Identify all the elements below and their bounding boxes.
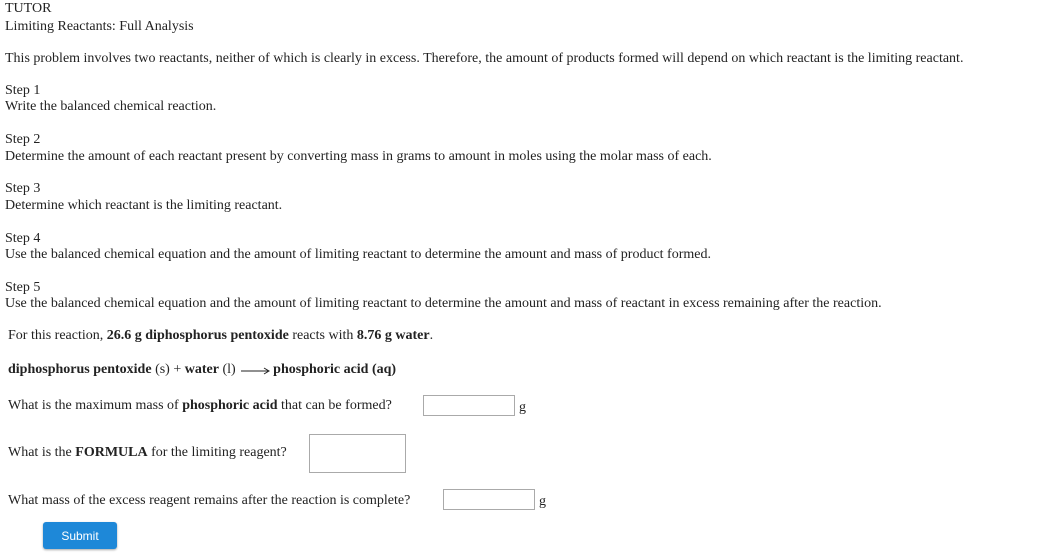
question-3-label: What mass of the excess reagent remains after the reaction is complete? — [8, 493, 411, 508]
problem-statement — [8, 328, 433, 344]
reactant-1-name: diphosphorus pentoxide — [145, 328, 289, 343]
tutor-label: TUTOR — [5, 1, 52, 16]
step-5-text: Use the balanced chemical equation and the amount of limiting reactant to determine the amount and mass of reactant in excess remaining after the reaction. — [5, 296, 882, 311]
question-1-suffix: that can be formed? — [277, 398, 392, 413]
question-1-unit: g — [519, 400, 526, 415]
step-2-label: Step 2 — [5, 132, 41, 147]
reaction-arrow-icon — [241, 365, 271, 375]
page-title: Limiting Reactants: Full Analysis — [5, 19, 194, 34]
question-2-bold: FORMULA — [75, 445, 148, 460]
question-3-unit: g — [539, 494, 546, 509]
step-4-text: Use the balanced chemical equation and the amount of limiting reactant to determine the amount and mass of product formed. — [5, 247, 711, 262]
step-4-label: Step 4 — [5, 231, 41, 246]
question-2-label — [8, 445, 287, 461]
problem-prefix: For this reaction, — [8, 328, 107, 343]
equation-plus: + — [173, 362, 182, 377]
equation-reactant-2: water — [184, 362, 219, 377]
submit-button[interactable]: Submit — [43, 522, 117, 549]
step-3-label: Step 3 — [5, 181, 41, 196]
question-2-suffix: for the limiting reagent? — [147, 445, 287, 460]
step-1-label: Step 1 — [5, 83, 41, 98]
problem-suffix: . — [429, 328, 434, 343]
mass-reactant-2: 8.76 g — [356, 328, 392, 343]
equation-state-3: (aq) — [371, 362, 397, 377]
mass-reactant-1: 26.6 g — [106, 328, 142, 343]
excess-mass-input[interactable] — [443, 489, 535, 510]
reactant-2-name: water — [395, 328, 430, 343]
product-mass-input[interactable] — [423, 395, 515, 416]
equation-reactant-1: diphosphorus pentoxide — [8, 362, 152, 377]
step-2-text: Determine the amount of each reactant present by converting mass in grams to amount in moles using the molar mass of each. — [5, 149, 712, 164]
question-1-prefix: What is the maximum mass of — [8, 398, 183, 413]
equation-state-2: (l) — [222, 362, 236, 377]
step-5-label: Step 5 — [5, 280, 41, 295]
equation-state-1: (s) — [155, 362, 170, 377]
chemical-equation — [8, 362, 396, 378]
question-2-prefix: What is the — [8, 445, 76, 460]
equation-product: phosphoric acid — [273, 362, 369, 377]
limiting-reagent-formula-input[interactable] — [309, 434, 406, 473]
question-1-label — [8, 398, 392, 414]
problem-middle: reacts with — [288, 328, 357, 343]
step-3-text: Determine which reactant is the limiting reactant. — [5, 198, 283, 213]
question-1-bold: phosphoric acid — [182, 398, 278, 413]
intro-text: This problem involves two reactants, neither of which is clearly in excess. Therefore, the amount of products formed will depend on which reactant is the limiting reactant. — [5, 51, 964, 66]
step-1-text: Write the balanced chemical reaction. — [5, 99, 217, 114]
